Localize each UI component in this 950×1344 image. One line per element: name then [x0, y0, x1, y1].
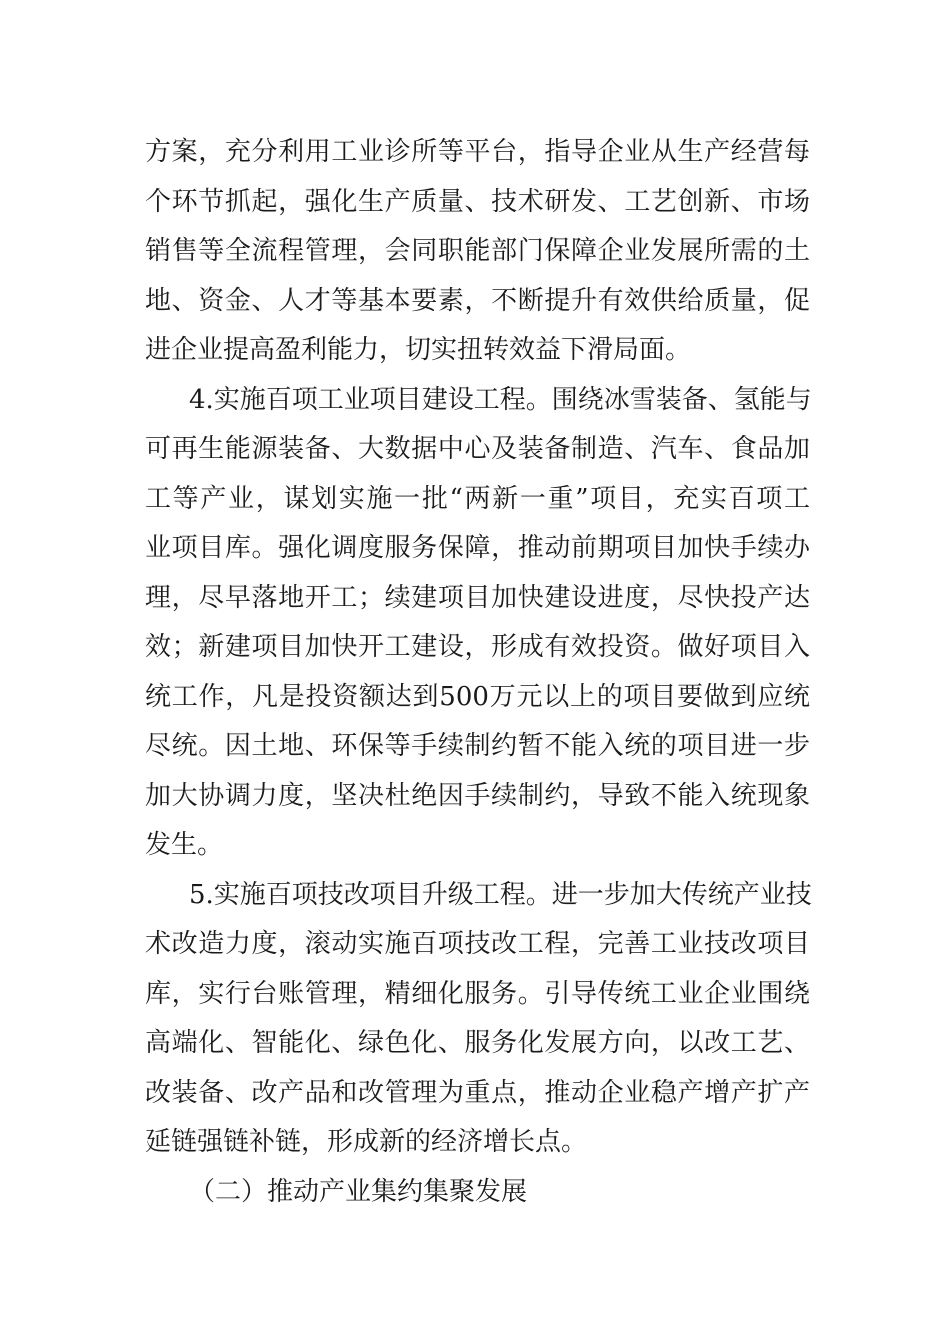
paragraph-line: 销售等全流程管理，会同职能部门保障企业发展所需的土 [145, 236, 810, 266]
paragraph-line: 5.实施百项技改项目升级工程。进一步加大传统产业技 [189, 879, 812, 910]
paragraph-line: 统工作，凡是投资额达到500万元以上的项目要做到应统 [145, 681, 810, 712]
paragraph-line: 理，尽早落地开工；续建项目加快建设进度，尽快投产达 [145, 582, 810, 613]
paragraph-line: 工等产业，谋划实施一批“两新一重”项目，充实百项工 [145, 483, 810, 514]
paragraph-line: 术改造力度，滚动实施百项技改工程，完善工业技改项目 [145, 929, 810, 959]
paragraph-line: 进企业提高盈利能力，切实扭转效益下滑局面。 [145, 335, 692, 365]
paragraph-line: 发生。 [145, 830, 224, 860]
paragraph-line: 效；新建项目加快开工建设，形成有效投资。做好项目入 [145, 632, 810, 662]
paragraph-line: 方案，充分利用工业诊所等平台，指导企业从生产经营每 [145, 137, 810, 167]
paragraph-line: 尽统。因土地、环保等手续制约暂不能入统的项目进一步 [145, 731, 810, 761]
paragraph-line: 个环节抓起，强化生产质量、技术研发、工艺创新、市场 [145, 186, 810, 217]
section-heading: （二）推动产业集约集聚发展 [189, 1176, 528, 1207]
paragraph-line: 地、资金、人才等基本要素，不断提升有效供给质量，促 [145, 285, 810, 316]
paragraph-line: 加大协调力度，坚决杜绝因手续制约，导致不能入统现象 [145, 780, 810, 811]
paragraph-line: 4.实施百项工业项目建设工程。围绕冰雪装备、氢能与 [189, 384, 812, 415]
paragraph-line: 延链强链补链，形成新的经济增长点。 [145, 1127, 588, 1157]
paragraph-line: 库，实行台账管理，精细化服务。引导传统工业企业围绕 [145, 978, 810, 1009]
paragraph-line: 改装备、改产品和改管理为重点，推动企业稳产增产扩产 [145, 1077, 810, 1108]
paragraph-line: 可再生能源装备、大数据中心及装备制造、汽车、食品加 [145, 434, 810, 464]
paragraph-line: 高端化、智能化、绿色化、服务化发展方向，以改工艺、 [145, 1028, 810, 1058]
paragraph-line: 业项目库。强化调度服务保障，推动前期项目加快手续办 [145, 533, 810, 563]
document-body [145, 128, 810, 1217]
